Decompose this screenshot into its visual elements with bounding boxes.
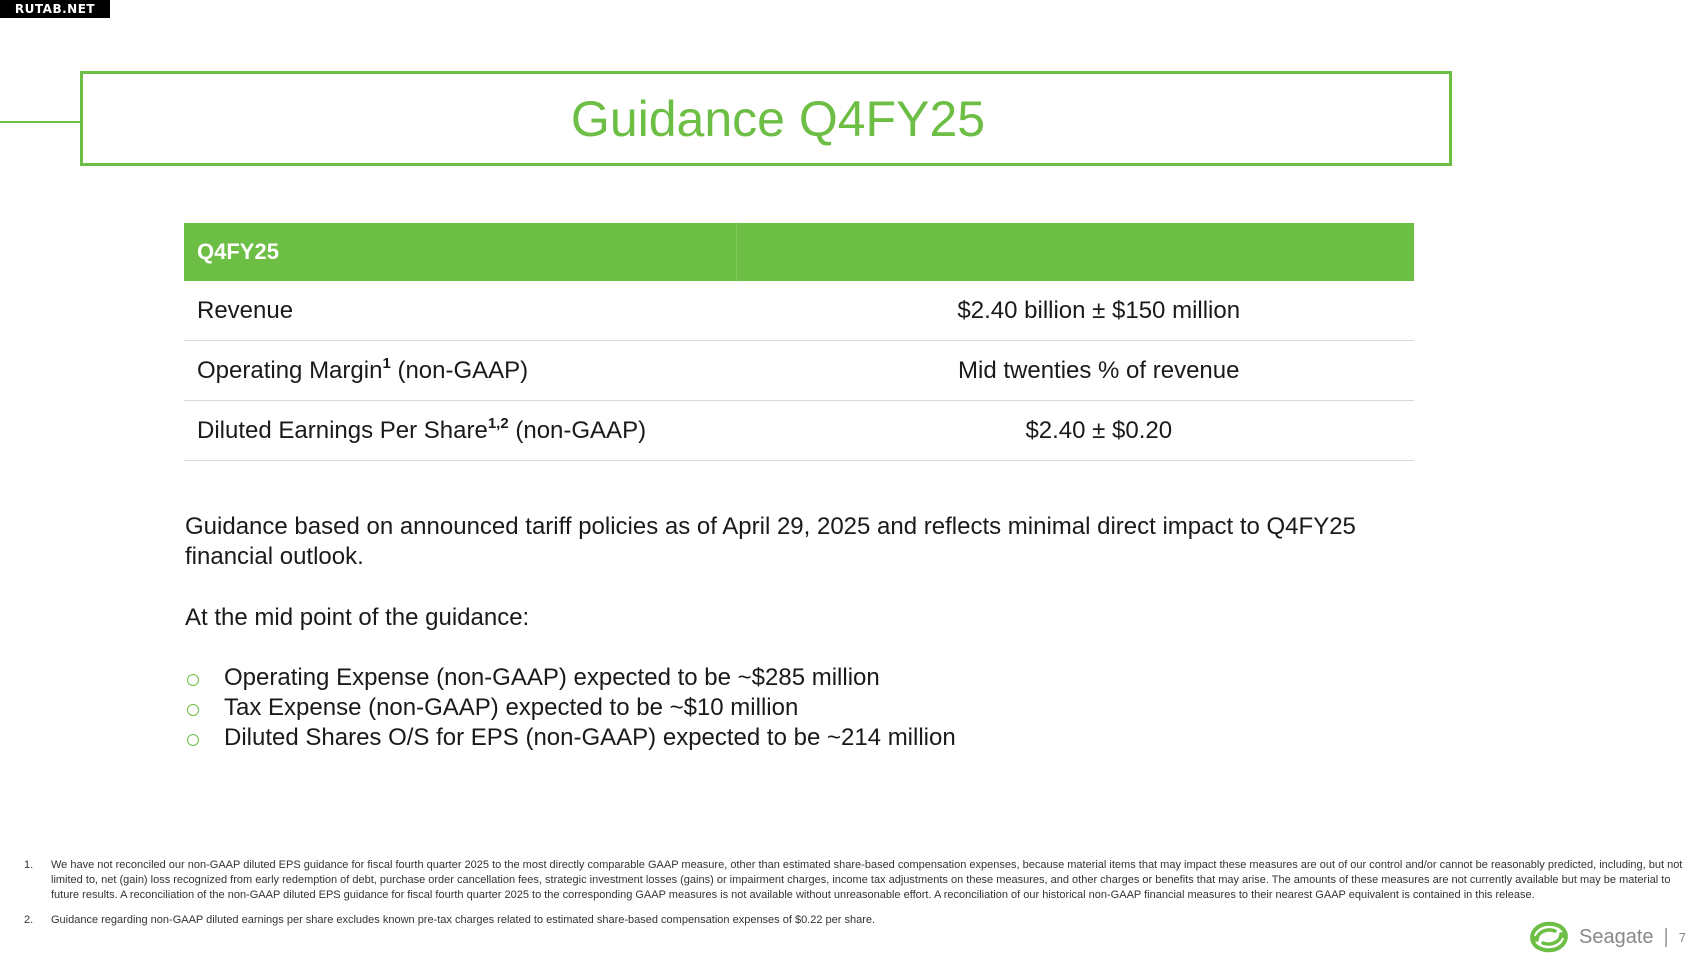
watermark: RUTAB.NET (0, 0, 110, 18)
table-header-row (184, 223, 1414, 281)
bullet-text: Diluted Shares O/S for EPS (non-GAAP) expected to be ~214 million (224, 724, 956, 751)
row-label (184, 281, 737, 341)
row-label-text: Revenue (197, 296, 294, 324)
brand-separator: | (1663, 925, 1669, 948)
guidance-notes (185, 512, 1425, 753)
seagate-logo-icon (1527, 918, 1571, 956)
circle-bullet-icon (187, 674, 199, 686)
row-label-text: Diluted Earnings Per Share (197, 416, 488, 444)
footnote-text: We have not reconciled our non-GAAP diluted EPS guidance for fiscal fourth quarter 2025 to the most directly comparable GAAP measure, other than estimated share-based compensation expenses, because material items that may impact these measures are out of our control and/or cannot be reasonably predicted, including, but not limited to, net (gain) loss recognized from early redemption of debt, purchase order cancellation fees, strategic investment losses (gains) or impairment charges, income tax adjustments on these measures, and other charges or benefits that may arise. The amounts of these measures are not currently available but may be material to future results. A reconciliation of the non-GAAP diluted EPS guidance for fiscal fourth quarter 2025 to the corresponding GAAP measures is not available without unreasonable effort. A reconciliation of our historical non-GAAP financial measures to their nearest GAAP equivalent is contained in this release. (51, 859, 1683, 901)
table-row (184, 281, 1414, 341)
list-item (185, 723, 1425, 753)
footnote-1 (24, 858, 1704, 903)
circle-bullet-icon (187, 704, 199, 716)
footnote-number: 1. (24, 859, 34, 871)
tariff-paragraph: Guidance based on announced tariff policies as of April 29, 2025 and reflects minimal direct impact to Q4FY25 financial outlook. (185, 513, 1356, 570)
brand-footer (1527, 918, 1686, 956)
footnote-number: 2. (24, 914, 34, 926)
circle-bullet-icon (187, 734, 199, 746)
footnotes (24, 858, 1704, 928)
table-row (184, 401, 1414, 461)
title-accent-line (0, 121, 81, 123)
footnote-2 (24, 913, 1704, 928)
row-label-suffix: (non-GAAP) (508, 416, 647, 444)
title-box (80, 71, 1452, 166)
list-item (185, 693, 1425, 723)
row-label-text: Operating Margin (197, 356, 383, 384)
row-label-suffix: (non-GAAP) (390, 356, 529, 384)
footnote-ref: 1 (382, 354, 391, 372)
footnote-text: Guidance regarding non-GAAP diluted earnings per share excludes known pre-tax charges related to estimated share-based compensation expenses of $0.22 per share. (51, 914, 876, 926)
table-row (184, 341, 1414, 401)
bullet-text: Operating Expense (non-GAAP) expected to be ~$285 million (224, 664, 880, 691)
row-label (184, 401, 737, 461)
brand-name: Seagate (1579, 925, 1654, 948)
guidance-table (184, 223, 1414, 461)
midpoint-heading: At the mid point of the guidance: (185, 604, 530, 631)
bullet-list (185, 663, 1425, 753)
footnote-ref: 1,2 (487, 414, 509, 432)
bullet-text: Tax Expense (non-GAAP) expected to be ~$10 million (224, 694, 799, 721)
list-item (185, 663, 1425, 693)
page-number: 7 (1678, 929, 1686, 945)
row-value: Mid twenties % of revenue (737, 341, 1415, 401)
table-header-label: Q4FY25 (184, 223, 737, 281)
row-label (184, 341, 737, 401)
row-value: $2.40 billion ± $150 million (737, 281, 1415, 341)
table-header-empty (737, 223, 1415, 281)
page-title: Guidance Q4FY25 (570, 90, 986, 147)
row-value: $2.40 ± $0.20 (737, 401, 1415, 461)
